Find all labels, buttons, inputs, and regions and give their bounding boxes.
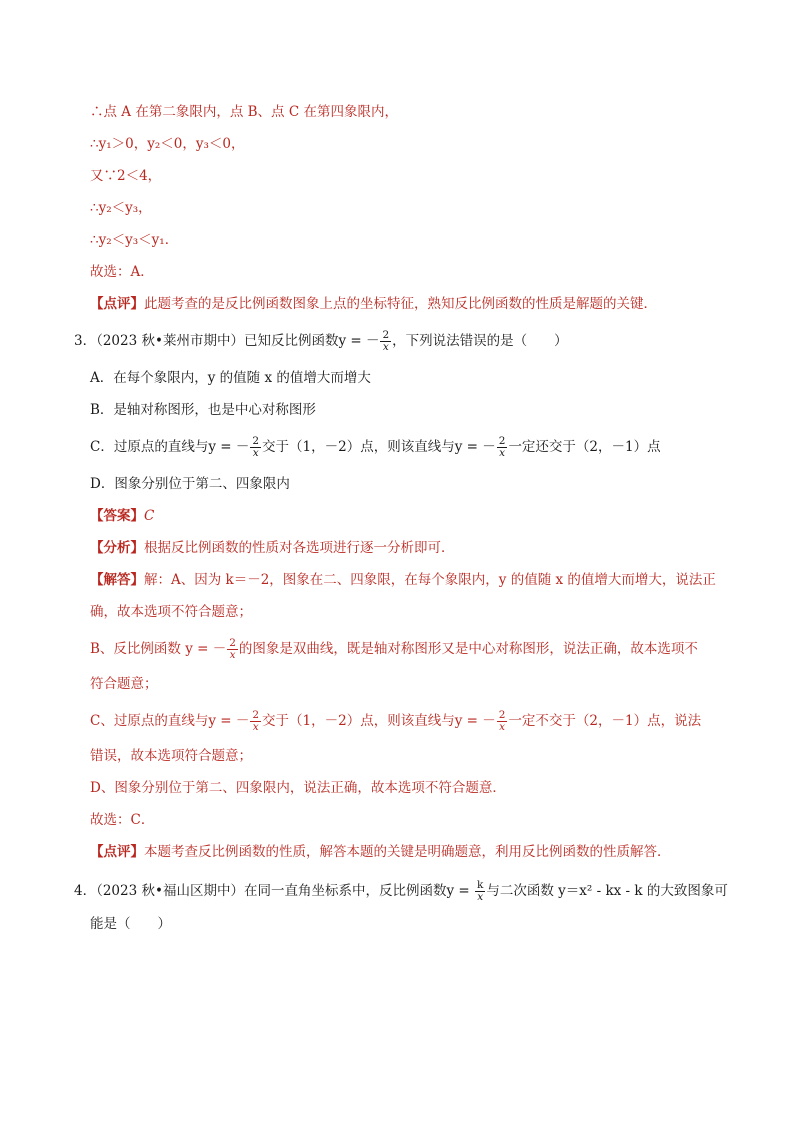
solution-line-4: ∴y₂＜y₃， [90,200,152,216]
option-c-post: 一定还交于（2，－1）点 [508,439,661,455]
solution-b-fraction: $\frac{2}{x}$ [229,637,236,661]
solution-line-6: 故选：A． [90,264,154,280]
solution-c-fraction-2: $\frac{2}{x}$ [498,709,506,733]
q4-fraction: $\frac{k}{x}$ [476,879,484,903]
solution-d-line: D、图象分别位于第二、四象限内，说法正确，故本选项不符合题意． [90,780,506,796]
review-text: 此题考查的是反比例函数图象上点的坐标特征，熟知反比例函数的性质是解题的关键． [144,296,657,312]
answer-tag: 【答案】 [90,508,144,524]
solution-c-fraction-1: $\frac{2}{x}$ [252,709,260,733]
choose-line: 故选：C． [90,812,155,828]
option-c-fraction-1: $\frac{2}{x}$ [252,435,260,459]
solution-a-line-2: 确，故本选项不符合题意； [90,604,252,620]
question-3-stem [74,330,568,353]
solution-line-2: ∴y₁＞0，y₂＜0，y₃＜0， [90,136,245,152]
q3-frac-den: x [382,341,389,353]
q4-prefix: 4．（2023 秋•福山区期中）在同一直角坐标系中，反比例函数y = [74,883,474,899]
option-a: A．在每个象限内，y 的值随 x 的值增大而增大 [90,370,371,386]
question-4-line-2: 能是（ ） [90,916,171,932]
review-2-text: 本题考查反比例函数的性质，解答本题的关键是明确题意，利用反比例函数的性质解答． [144,844,671,860]
solution-c-line-2: 错误，故本选项符合题意； [90,748,252,764]
q3-fraction [380,330,391,353]
solution-b-line-1: B、反比例函数 y = － $\frac{2}{x}$ 的图象是双曲线，既是轴对称图形又是中心对称图形，说法正确，故本选项不 [90,637,698,661]
q3-suffix: ，下列说法错误的是（ ） [392,333,568,349]
solution-b-line-2: 符合题意； [90,676,158,692]
solution-line-5: ∴y₂＜y₃＜y₁． [90,232,179,248]
option-c-mid: 交于（1，－2）点，则该直线与y = － [262,439,496,455]
analysis-tag: 【分析】 [90,540,144,556]
solution-c-line-1: C、过原点的直线与y = － $\frac{2}{x}$ 交于（1，－2）点，则该直线与y = － $\frac{2}{x}$ 一定不交于（2，－1）点，说法 [90,709,702,733]
solution-line-3: 又∵2＜4， [90,168,162,184]
q3-frac-num: 2 [382,329,390,341]
solution-a-text: 解：A、因为 k＝－2，图象在二、四象限，在每个象限内，y 的值随 x 的值增大而增大，说法正 [144,572,716,588]
solution-a-line-1 [90,570,716,590]
option-c-fraction-2: $\frac{2}{x}$ [498,435,506,459]
analysis-line [90,538,455,558]
analysis-text: 根据反比例函数的性质对各选项进行逐一分析即可． [144,540,455,556]
option-c-pre: C．过原点的直线与y = － [90,439,250,455]
option-c [90,436,661,459]
answer-value: C [144,508,155,524]
review-line-1 [90,294,657,314]
option-b: B．是轴对称图形，也是中心对称图形 [90,402,316,418]
answer-line [90,506,154,526]
q4-suffix: 与二次函数 y＝x² - kx - k 的大致图象可 [486,883,728,899]
question-4-stem [74,880,728,903]
option-d: D．图象分别位于第二、四象限内 [90,476,290,492]
q3-prefix: 3．（2023 秋•莱州市期中）已知反比例函数y = － [74,333,380,349]
review-line-2 [90,842,671,862]
review-2-tag: 【点评】 [90,844,144,860]
solution-line-1: ∴点 A 在第二象限内，点 B、点 C 在第四象限内， [90,104,398,120]
review-tag: 【点评】 [90,296,144,312]
solution-tag: 【解答】 [90,572,144,588]
